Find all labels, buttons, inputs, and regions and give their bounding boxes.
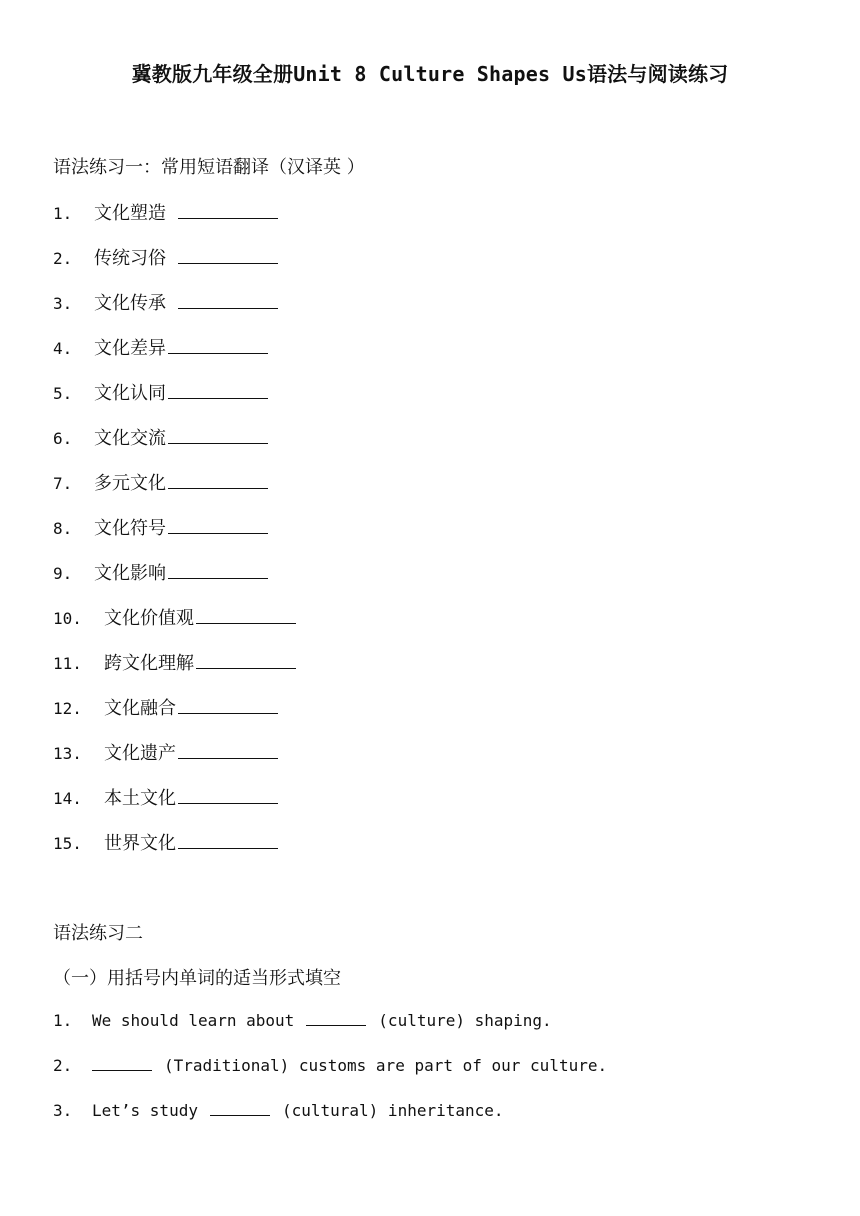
item-number: 1.	[53, 204, 73, 223]
phrase-item	[53, 199, 278, 225]
sentence-before: Let’s study	[92, 1101, 198, 1120]
item-number: 8.	[53, 519, 73, 538]
item-number: 1.	[53, 1011, 73, 1030]
item-number: 2.	[53, 249, 73, 268]
phrase-item	[53, 784, 278, 810]
sentence-before: We should learn about	[92, 1011, 295, 1030]
phrase-text: 跨文化理解	[104, 653, 194, 674]
phrase-text: 世界文化	[104, 833, 176, 854]
phrase-text: 文化塑造	[94, 203, 166, 224]
answer-blank[interactable]	[178, 247, 278, 264]
answer-blank[interactable]	[168, 427, 268, 444]
item-number: 2.	[53, 1056, 73, 1075]
item-number: 9.	[53, 564, 73, 583]
phrase-text: 文化传承	[94, 293, 166, 314]
item-number: 12.	[53, 699, 82, 718]
item-number: 3.	[53, 1101, 73, 1120]
phrase-text: 文化符号	[94, 518, 166, 539]
answer-blank[interactable]	[178, 292, 278, 309]
answer-blank[interactable]	[168, 382, 268, 399]
answer-blank[interactable]	[168, 337, 268, 354]
item-number: 3.	[53, 294, 73, 313]
answer-blank[interactable]	[178, 742, 278, 759]
phrase-item	[53, 379, 268, 405]
phrase-item	[53, 649, 296, 675]
answer-blank[interactable]	[306, 1011, 366, 1026]
item-number: 6.	[53, 429, 73, 448]
phrase-text: 文化遗产	[104, 743, 176, 764]
phrase-text: 文化差异	[94, 338, 166, 359]
page-title: 冀教版九年级全册Unit 8 Culture Shapes Us语法与阅读练习	[131, 62, 729, 86]
phrase-text: 文化价值观	[104, 608, 194, 629]
answer-blank[interactable]	[168, 562, 268, 579]
item-number: 15.	[53, 834, 82, 853]
item-number: 5.	[53, 384, 73, 403]
phrase-text: 文化影响	[94, 563, 166, 584]
answer-blank[interactable]	[178, 787, 278, 804]
exercise2-subheading: （一）用括号内单词的适当形式填空	[53, 968, 341, 989]
answer-blank[interactable]	[178, 202, 278, 219]
answer-blank[interactable]	[196, 652, 296, 669]
item-number: 13.	[53, 744, 82, 763]
answer-blank[interactable]	[210, 1101, 270, 1116]
fill-in-item	[53, 1056, 607, 1075]
phrase-item	[53, 469, 268, 495]
answer-blank[interactable]	[178, 832, 278, 849]
item-number: 7.	[53, 474, 73, 493]
fill-in-item	[53, 1101, 504, 1120]
sentence-after: (cultural) inheritance.	[281, 1101, 504, 1120]
answer-blank[interactable]	[168, 472, 268, 489]
phrase-item	[53, 424, 268, 450]
phrase-text: 多元文化	[94, 473, 166, 494]
answer-blank[interactable]	[178, 697, 278, 714]
phrase-item	[53, 334, 268, 360]
phrase-item	[53, 604, 296, 630]
answer-blank[interactable]	[168, 517, 268, 534]
phrase-text: 文化融合	[104, 698, 176, 719]
answer-blank[interactable]	[92, 1056, 152, 1071]
item-number: 4.	[53, 339, 73, 358]
phrase-item	[53, 559, 268, 585]
phrase-text: 传统习俗	[94, 248, 166, 269]
item-number: 11.	[53, 654, 82, 673]
phrase-item	[53, 694, 278, 720]
phrase-item	[53, 514, 268, 540]
exercise2-heading: 语法练习二	[53, 923, 143, 944]
phrase-text: 本土文化	[104, 788, 176, 809]
fill-in-item	[53, 1011, 552, 1030]
phrase-item	[53, 244, 278, 270]
phrase-text: 文化交流	[94, 428, 166, 449]
phrase-text: 文化认同	[94, 383, 166, 404]
answer-blank[interactable]	[196, 607, 296, 624]
sentence-after: (culture) shaping.	[378, 1011, 552, 1030]
sentence-after: (Traditional) customs are part of our culture.	[164, 1056, 608, 1075]
phrase-item	[53, 739, 278, 765]
item-number: 10.	[53, 609, 82, 628]
exercise1-heading: 语法练习一：常用短语翻译（汉译英 ）	[53, 157, 365, 178]
phrase-item	[53, 829, 278, 855]
item-number: 14.	[53, 789, 82, 808]
phrase-item	[53, 289, 278, 315]
